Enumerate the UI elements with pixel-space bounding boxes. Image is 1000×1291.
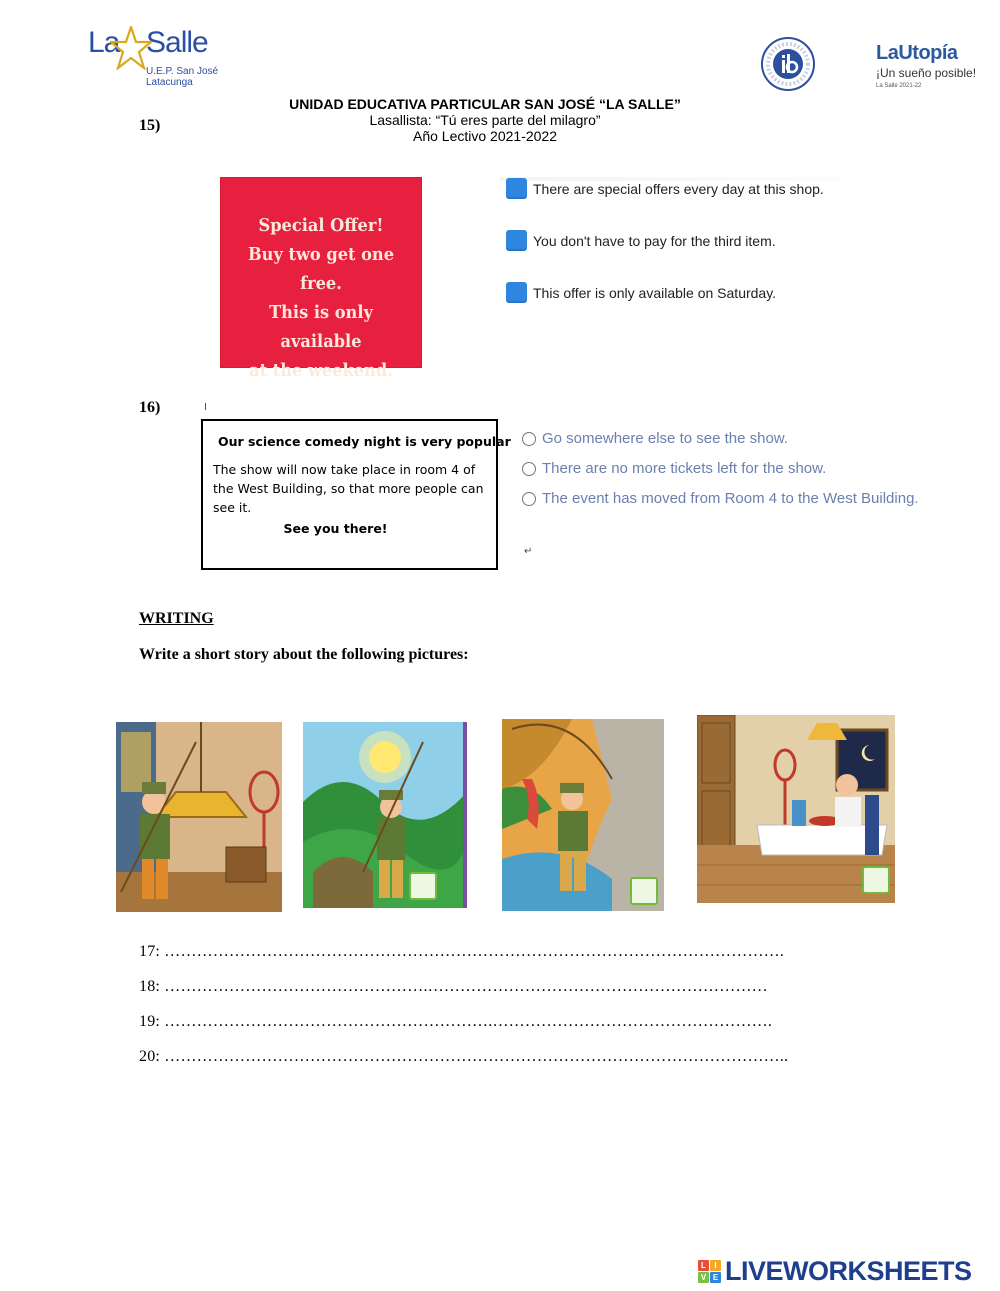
question-number-16: 16) — [139, 399, 161, 416]
q16-option-1[interactable] — [522, 430, 788, 447]
q15-option-1[interactable] — [506, 178, 824, 199]
checkbox[interactable] — [506, 178, 527, 199]
option-label: This offer is only available on Saturday. — [533, 284, 777, 301]
option-label: Go somewhere else to see the show. — [542, 430, 788, 447]
option-label: There are special offers every day at this shop. — [533, 180, 824, 197]
text-cursor — [205, 403, 206, 410]
liveworksheets-icon: L I V E — [698, 1260, 721, 1283]
answer-box[interactable] — [862, 866, 890, 894]
ib-icon — [760, 36, 816, 92]
utopia-slogan: ¡Un sueño posible! — [876, 66, 977, 80]
option-label: The event has moved from Room 4 to the West Building. — [542, 490, 919, 507]
school-name: UNIDAD EDUCATIVA PARTICULAR SAN JOSÉ “LA SALLE” — [289, 96, 681, 112]
picture-fisherman-catching-fish — [502, 719, 664, 911]
logo-word-la: La — [88, 26, 120, 59]
lasalle-logo — [88, 26, 238, 90]
offer-line: at the weekend. — [249, 360, 393, 381]
radio-button[interactable] — [522, 492, 536, 506]
section-title: WRITING — [139, 610, 214, 627]
utopia-name: LaUtopía — [876, 42, 958, 64]
writing-instruction: Write a short story about the following pictures: — [139, 646, 469, 663]
answer-line-19[interactable]: 19: …………………………………………………….……………………………………………. — [139, 1013, 773, 1030]
logo-word-salle: Salle — [146, 26, 208, 59]
offer-line: Buy two get one free. — [247, 244, 395, 294]
radio-button[interactable] — [522, 462, 536, 476]
liveworksheets-wordmark: LIVEWORKSHEETS — [725, 1256, 972, 1286]
radio-button[interactable] — [522, 432, 536, 446]
star-icon — [110, 26, 152, 70]
picture-fisherman-leaving-home — [116, 722, 282, 912]
utopia-logo — [876, 42, 986, 94]
q15-option-3[interactable] — [506, 282, 776, 303]
answer-box[interactable] — [630, 877, 658, 905]
liveworksheets-logo — [698, 1256, 972, 1287]
answer-line-18[interactable]: 18: ………………………………………….……………………………………………………… — [139, 978, 768, 995]
option-label: There are no more tickets left for the show. — [542, 460, 827, 477]
return-icon: ↵ — [524, 546, 533, 557]
logo-school-line: U.E.P. San José — [146, 66, 219, 77]
q15-option-2[interactable] — [506, 230, 776, 251]
notice-body: The show will now take place in room 4 of the West Building, so that more people can see it. — [213, 462, 484, 515]
option-label: You don't have to pay for the third item. — [533, 232, 776, 249]
offer-line: This is only available — [269, 302, 373, 352]
question-number-15: 15) — [139, 117, 161, 134]
notice-box — [201, 419, 511, 570]
checkbox[interactable] — [506, 230, 527, 251]
answer-line-17[interactable]: 17: ……………………………………………………………………………………………………. — [139, 943, 785, 960]
answer-line-20[interactable]: 20: …………………………………………………………………………………………………….. — [139, 1048, 789, 1065]
q16-option-3[interactable] — [522, 490, 919, 507]
utopia-year: La Salle 2021-22 — [876, 83, 922, 89]
q16-option-2[interactable] — [522, 460, 826, 477]
logo-city-line: Latacunga — [146, 77, 193, 88]
picture-fisherman-eating-dinner — [697, 715, 895, 903]
special-offer-sign — [220, 177, 422, 381]
school-year: Año Lectivo 2021-2022 — [413, 128, 557, 144]
picture-fisherman-walking-in-forest — [303, 722, 467, 908]
notice-title: Our science comedy night is very popular — [218, 434, 511, 449]
checkbox[interactable] — [506, 282, 527, 303]
answer-box[interactable] — [409, 872, 437, 900]
school-header — [230, 96, 740, 144]
school-motto: Lasallista: “Tú eres parte del milagro” — [369, 112, 601, 128]
notice-closing: See you there! — [283, 521, 388, 536]
offer-line: Special Offer! — [258, 215, 384, 236]
